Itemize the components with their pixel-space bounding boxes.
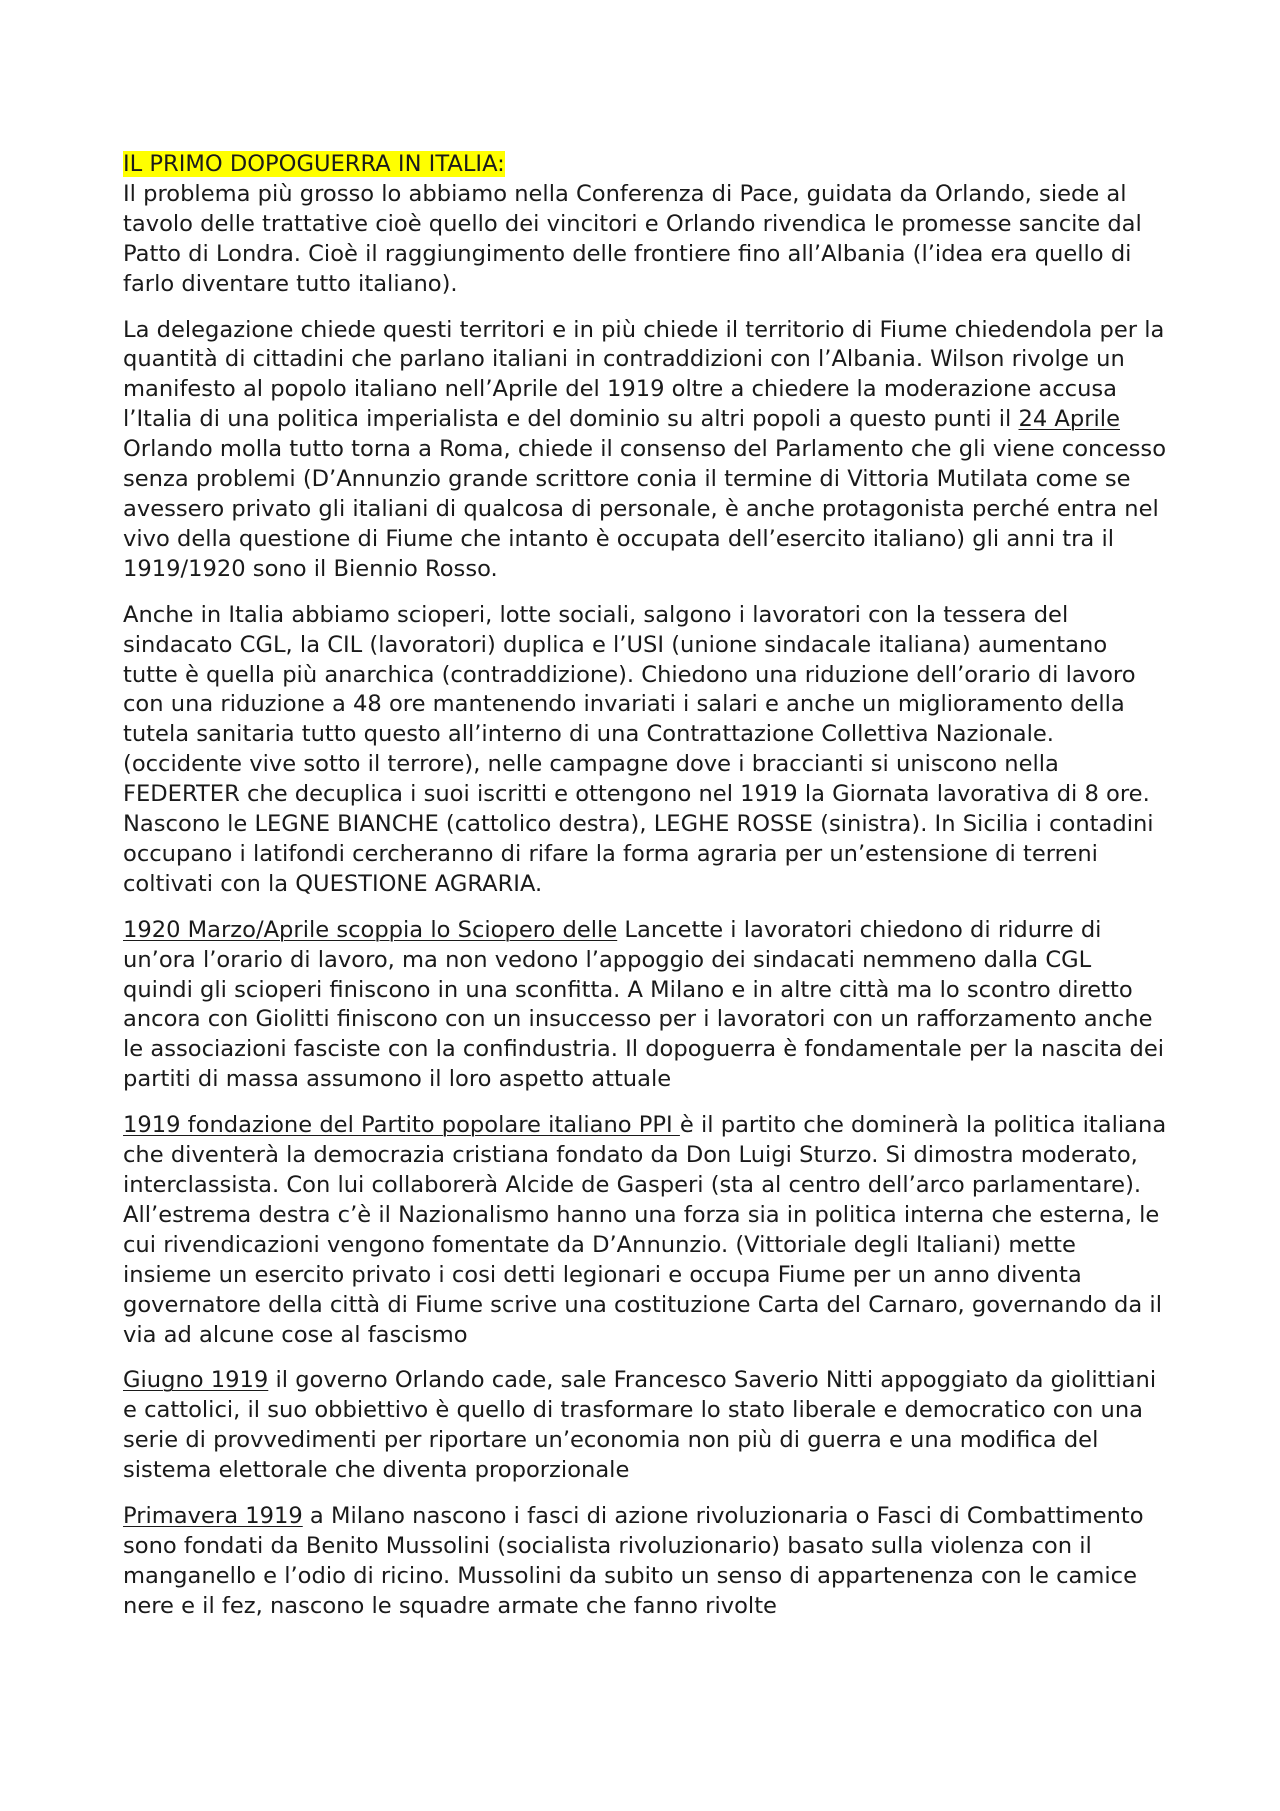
paragraph-fasci-combattimento	[123, 1502, 1168, 1622]
paragraph-text: Orlando molla tutto torna a Roma, chiede il consenso del Parlamento che gli viene concesso senza problemi (D’Annunzio grande scrittore conia il termine di Vittoria Mutilata come se avessero privato gli italiani di qualcosa di personale, è anche protagonista perché entra nel vivo della questione di Fiume che intanto è occupata dell’esercito italiano) gli anni tra il 1919/1920 sono il Biennio Rosso.	[123, 436, 1167, 582]
paragraph-governo-nitti	[123, 1366, 1168, 1486]
paragraph-text: il governo Orlando cade, sale Francesco Saverio Nitti appoggiato da giolittiani e cattolici, il suo obbiettivo è quello di trasformare lo stato liberale e democratico con una serie di provvedimenti per riportare un’economia non più di guerra e una modifica del sistema elettorale che diventa proporzionale	[123, 1367, 1157, 1484]
document-body	[123, 150, 1168, 1638]
underlined-heading: 1919 fondazione del Partito popolare italiano PPI	[123, 1112, 680, 1139]
underlined-date: Giugno 1919	[123, 1367, 269, 1394]
paragraph-text: Anche in Italia abbiamo scioperi, lotte sociali, salgono i lavoratori con la tessera del sindacato CGL, la CIL (lavoratori) duplica e l’USI (unione sindacale italiana) aumentano tutte è quella più anarchica (contraddizione). Chiedono una riduzione dell’orario di lavoro con una riduzione a 48 ore mantenendo invariati i salari e anche un miglioramento della tutela sanitaria tutto questo all’interno di una Contrattazione Collettiva Nazionale. (occidente vive sotto il terrore), nelle campagne dove i braccianti si uniscono nella FEDERTER che decuplica i suoi iscritti e ottengono nel 1919 la Giornata lavorativa di 8 ore. Nascono le LEGNE BIANCHE (cattolico destra), LEGHE ROSSE (sinistra). In Sicilia i contadini occupano i latifondi cercheranno di rifare la forma agraria per un’estensione di terreni coltivati con la QUESTIONE AGRARIA.	[123, 601, 1154, 897]
paragraph-text: a Milano nascono i fasci di azione rivoluzionaria o Fasci di Combattimento sono fondati da Benito Mussolini (socialista rivoluzionario) basato sulla violenza con il manganello e l’odio di ricino. Mussolini da subito un senso di appartenenza con le camice nere e il fez, nascono le squadre armate che fanno rivolte	[123, 1503, 1144, 1619]
underlined-date: Primavera 1919	[123, 1503, 303, 1530]
underlined-heading: 1920 Marzo/Aprile scoppia lo Sciopero delle	[123, 916, 618, 943]
title-highlight: IL PRIMO DOPOGUERRA IN ITALIA:	[123, 151, 505, 177]
paragraph-sciopero-lancette	[123, 916, 1168, 1095]
paragraph-delegazione-fiume	[123, 316, 1168, 585]
paragraph-scioperi-lotte-sociali	[123, 601, 1168, 900]
document-title	[123, 150, 1168, 180]
paragraph-text: Il problema più grosso lo abbiamo nella Conferenza di Pace, guidata da Orlando, siede al tavolo delle trattative cioè quello dei vincitori e Orlando rivendica le promesse sancite dal Patto di Londra. Cioè il raggiungimento delle frontiere fino all’Albania (l’idea era quello di farlo diventare tutto italiano).	[123, 180, 1142, 297]
paragraph-conferenza-di-pace	[123, 180, 1168, 300]
paragraph-text: La delegazione chiede questi territori e in più chiede il territorio di Fiume chiedendola per la quantità di cittadini che parlano italiani in contraddizioni con l’Albania. Wilson rivolge un manifesto al popolo italiano nell’Aprile del 1919 oltre a chiedere la moderazione accusa l’Italia di una politica imperialista e del dominio su altri popoli a questo punti il	[123, 316, 1165, 433]
paragraph-text: è il partito che dominerà la politica italiana che diventerà la democrazia cristiana fondato da Don Luigi Sturzo. Si dimostra moderato, interclassista. Con lui collaborerà Alcide de Gasperi (sta al centro dell’arco parlamentare). All’estrema destra c’è il Nazionalismo hanno una forza sia in politica interna che esterna, le cui rivendicazioni vengono fomentate da D’Annunzio. (Vittoriale degli Italiani) mette insieme un esercito privato i cosi detti legionari e occupa Fiume per un anno diventa governatore della città di Fiume scrive una costituzione Carta del Carnaro, governando da il via ad alcune cose al fascismo	[123, 1112, 1167, 1348]
paragraph-partito-popolare	[123, 1111, 1168, 1350]
paragraph-text: Lancette i lavoratori chiedono di ridurre di un’ora l’orario di lavoro, ma non vedono l’appoggio dei sindacati nemmeno dalla CGL quindi gli scioperi finiscono in una sconfitta. A Milano e in altre città ma lo scontro diretto ancora con Giolitti finiscono con un insuccesso per i lavoratori con un rafforzamento anche le associazioni fasciste con la confindustria. Il dopoguerra è fondamentale per la nascita dei partiti di massa assumono il loro aspetto attuale	[123, 916, 1165, 1093]
underlined-date: 24 Aprile	[1018, 406, 1120, 433]
